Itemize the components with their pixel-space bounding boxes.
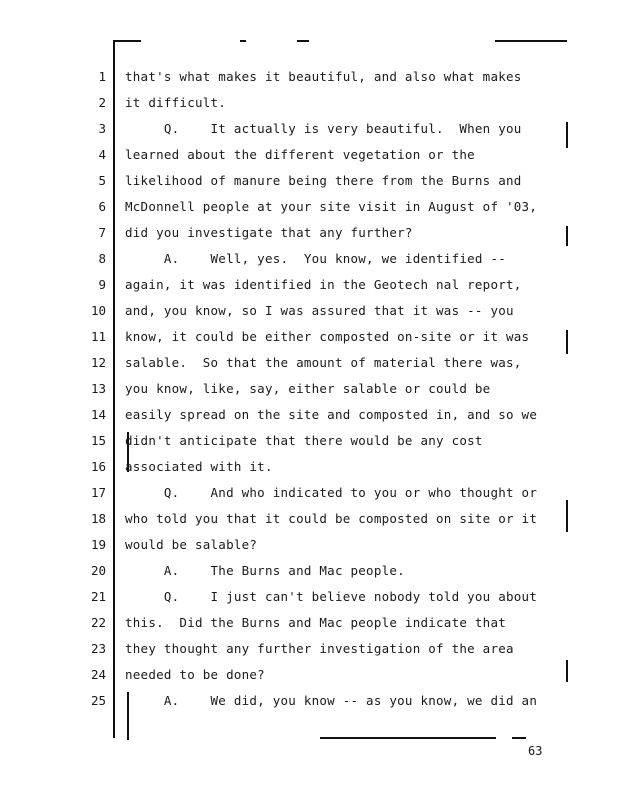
line-number: 10 — [90, 303, 106, 318]
transcript-line — [0, 610, 618, 636]
transcript-line — [0, 64, 618, 90]
line-number: 9 — [98, 277, 106, 292]
line-number: 8 — [98, 251, 106, 266]
line-number: 24 — [90, 667, 106, 682]
line-number: 13 — [90, 381, 106, 396]
bottom-rule — [320, 737, 496, 739]
top-rule-left — [113, 40, 141, 42]
line-text: would be salable? — [125, 537, 258, 552]
line-number: 20 — [90, 563, 106, 578]
transcript-line — [0, 662, 618, 688]
line-text: McDonnell people at your site visit in August of '03, — [125, 199, 538, 214]
transcript-line — [0, 324, 618, 350]
line-number: 11 — [90, 329, 106, 344]
line-number: 5 — [98, 173, 106, 188]
line-number: 19 — [90, 537, 106, 552]
line-text: likelihood of manure being there from the Burns and — [125, 173, 522, 188]
line-text: Q. It actually is very beautiful. When you — [125, 121, 522, 136]
transcript-line — [0, 402, 618, 428]
line-number: 2 — [98, 95, 106, 110]
line-text: A. We did, you know -- as you know, we did an — [125, 693, 538, 708]
line-number: 4 — [98, 147, 106, 162]
line-number: 22 — [90, 615, 106, 630]
line-number: 15 — [90, 433, 106, 448]
line-text: learned about the different vegetation or the — [125, 147, 475, 162]
transcript-line — [0, 168, 618, 194]
transcript-line — [0, 480, 618, 506]
line-text: easily spread on the site and composted in, and so we — [125, 407, 538, 422]
line-number: 23 — [90, 641, 106, 656]
line-number: 6 — [98, 199, 106, 214]
transcript-line — [0, 220, 618, 246]
transcript-line — [0, 584, 618, 610]
transcript-line — [0, 246, 618, 272]
bottom-rule-short — [512, 737, 526, 739]
transcript-line — [0, 194, 618, 220]
line-text: Q. I just can't believe nobody told you about — [125, 589, 538, 604]
line-text: they thought any further investigation of the area — [125, 641, 514, 656]
transcript-line — [0, 636, 618, 662]
line-text: salable. So that the amount of material there was, — [125, 355, 522, 370]
line-number: 12 — [90, 355, 106, 370]
line-text: did you investigate that any further? — [125, 225, 413, 240]
line-number: 3 — [98, 121, 106, 136]
line-number: 25 — [90, 693, 106, 708]
line-text: know, it could be either composted on-site or it was — [125, 329, 530, 344]
line-text: associated with it. — [125, 459, 273, 474]
transcript-line — [0, 272, 618, 298]
transcript-line — [0, 350, 618, 376]
line-number: 14 — [90, 407, 106, 422]
transcript-line — [0, 532, 618, 558]
line-text: A. The Burns and Mac people. — [125, 563, 405, 578]
transcript-line — [0, 90, 618, 116]
line-number: 21 — [90, 589, 106, 604]
line-text: this. Did the Burns and Mac people indicate that — [125, 615, 507, 630]
line-number: 17 — [90, 485, 106, 500]
line-text: A. Well, yes. You know, we identified -- — [125, 251, 507, 266]
transcript-line — [0, 428, 618, 454]
transcript-line — [0, 142, 618, 168]
transcript-line — [0, 688, 618, 714]
top-tick-mark — [240, 40, 246, 42]
line-text: you know, like, say, either salable or could be — [125, 381, 491, 396]
page-number: 63 — [528, 744, 543, 758]
transcript-line — [0, 454, 618, 480]
transcript-line — [0, 116, 618, 142]
line-text: didn't anticipate that there would be any cost — [125, 433, 483, 448]
line-text: it difficult. — [125, 95, 227, 110]
top-tick-mark — [297, 40, 309, 42]
line-text: who told you that it could be composted on site or it — [125, 511, 538, 526]
line-text: that's what makes it beautiful, and also what makes — [125, 69, 522, 84]
transcript-line — [0, 298, 618, 324]
line-text: and, you know, so I was assured that it was -- you — [125, 303, 514, 318]
transcript-line — [0, 558, 618, 584]
top-rule-right — [495, 40, 567, 42]
line-number: 18 — [90, 511, 106, 526]
transcript-line — [0, 506, 618, 532]
line-number: 7 — [98, 225, 106, 240]
transcript-line — [0, 376, 618, 402]
line-number: 1 — [98, 69, 106, 84]
line-number: 16 — [90, 459, 106, 474]
line-text: needed to be done? — [125, 667, 265, 682]
line-text: again, it was identified in the Geotech nal report, — [125, 277, 522, 292]
line-text: Q. And who indicated to you or who thought or — [125, 485, 538, 500]
